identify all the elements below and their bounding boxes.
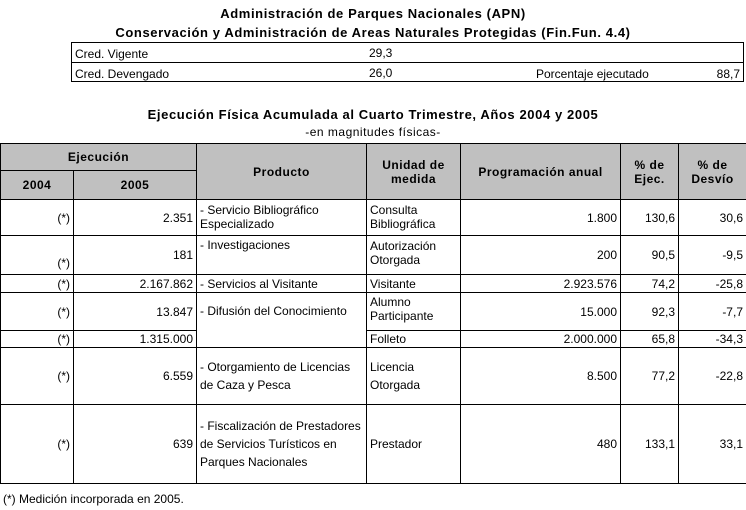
- cell-2004: (*): [1, 331, 74, 348]
- cell-unidad: Autorización Otorgada: [367, 236, 461, 275]
- footnote: (*) Medición incorporada en 2005.: [3, 492, 184, 506]
- cell-2005: 181: [74, 236, 197, 275]
- cell-producto: - Fiscalización de Prestadores de Servicios Turísticos en Parques Nacionales: [197, 405, 367, 484]
- cell-programacion: 200: [461, 236, 621, 275]
- cell-2004: (*): [1, 405, 74, 484]
- header-2005: 2005: [74, 171, 197, 200]
- table-row: [1, 275, 746, 293]
- porcentaje-label: Porcentaje ejecutado: [536, 67, 649, 81]
- cell-programacion: 1.800: [461, 200, 621, 236]
- cell-pct-ejec: 130,6: [621, 200, 679, 236]
- cell-pct-desvio: -9,5: [679, 236, 746, 275]
- cred-devengado-value: 26,0: [369, 66, 393, 80]
- cell-pct-desvio: 30,6: [679, 200, 746, 236]
- cell-producto: - Investigaciones: [197, 236, 367, 275]
- cell-unidad: Consulta Bibliográfica: [367, 200, 461, 236]
- cell-2005: 2.167.862: [74, 275, 197, 293]
- cell-2005: 1.315.000: [74, 331, 197, 348]
- cell-pct-ejec: 77,2: [621, 348, 679, 405]
- header-producto: Producto: [197, 144, 367, 200]
- cell-producto: - Otorgamiento de Licencias de Caza y Pesca: [197, 348, 367, 405]
- cell-producto: - Servicio Bibliográfico Especializado: [197, 200, 367, 236]
- cell-pct-desvio: -34,3: [679, 331, 746, 348]
- cell-programacion: 2.000.000: [461, 331, 621, 348]
- cell-unidad: Alumno Participante: [367, 293, 461, 331]
- header-programacion: Programación anual: [461, 144, 621, 200]
- cell-2004: (*): [1, 236, 74, 275]
- credit-divider: [72, 62, 743, 63]
- cell-programacion: 8.500: [461, 348, 621, 405]
- cred-vigente-value: 29,3: [369, 46, 393, 60]
- cell-pct-desvio: -25,8: [679, 275, 746, 293]
- cell-2005: 2.351: [74, 200, 197, 236]
- cell-2004: (*): [1, 293, 74, 331]
- cred-vigente-label: Cred. Vigente: [75, 47, 149, 61]
- header-ejecucion: Ejecución: [1, 144, 197, 171]
- cell-producto: - Servicios al Visitante: [197, 275, 367, 293]
- cell-unidad: Folleto: [367, 331, 461, 348]
- cell-2004: (*): [1, 348, 74, 405]
- table-row: [1, 331, 746, 348]
- section-title: Ejecución Física Acumulada al Cuarto Trimestre, Años 2004 y 2005: [147, 107, 599, 122]
- cell-pct-desvio: -7,7: [679, 293, 746, 331]
- cred-devengado-label: Cred. Devengado: [75, 67, 170, 81]
- cell-pct-desvio: 33,1: [679, 405, 746, 484]
- credit-box: [71, 42, 744, 82]
- header-unidad: Unidad de medida: [367, 144, 461, 200]
- cell-producto: - Difusión del Conocimiento: [197, 293, 367, 348]
- page-title: Administración de Parques Nacionales (APN): [220, 6, 526, 21]
- cell-pct-ejec: 90,5: [621, 236, 679, 275]
- table-row: [1, 200, 746, 236]
- table-row: [1, 236, 746, 275]
- cell-pct-ejec: 92,3: [621, 293, 679, 331]
- cell-programacion: 2.923.576: [461, 275, 621, 293]
- cell-2004: (*): [1, 275, 74, 293]
- section-subtitle: -en magnitudes físicas-: [305, 125, 441, 139]
- header-pct-desvio: % de Desvío: [679, 144, 746, 200]
- cell-2005: 639: [74, 405, 197, 484]
- cell-programacion: 15.000: [461, 293, 621, 331]
- table-row: [1, 293, 746, 331]
- cell-pct-ejec: 74,2: [621, 275, 679, 293]
- cell-unidad: Licencia Otorgada: [367, 348, 461, 405]
- cell-pct-desvio: -22,8: [679, 348, 746, 405]
- cell-unidad: Prestador: [367, 405, 461, 484]
- cell-pct-ejec: 65,8: [621, 331, 679, 348]
- header-2004: 2004: [1, 171, 74, 200]
- cell-unidad: Visitante: [367, 275, 461, 293]
- execution-table: [0, 143, 746, 484]
- cell-programacion: 480: [461, 405, 621, 484]
- cell-2005: 13.847: [74, 293, 197, 331]
- cell-2004: (*): [1, 200, 74, 236]
- porcentaje-value: 88,7: [716, 67, 740, 81]
- program-title: Conservación y Administración de Areas Naturales Protegidas (Fin.Fun. 4.4): [115, 25, 631, 40]
- cell-pct-ejec: 133,1: [621, 405, 679, 484]
- header-pct-ejec: % de Ejec.: [621, 144, 679, 200]
- table-row: [1, 405, 746, 484]
- table-row: [1, 348, 746, 405]
- cell-2005: 6.559: [74, 348, 197, 405]
